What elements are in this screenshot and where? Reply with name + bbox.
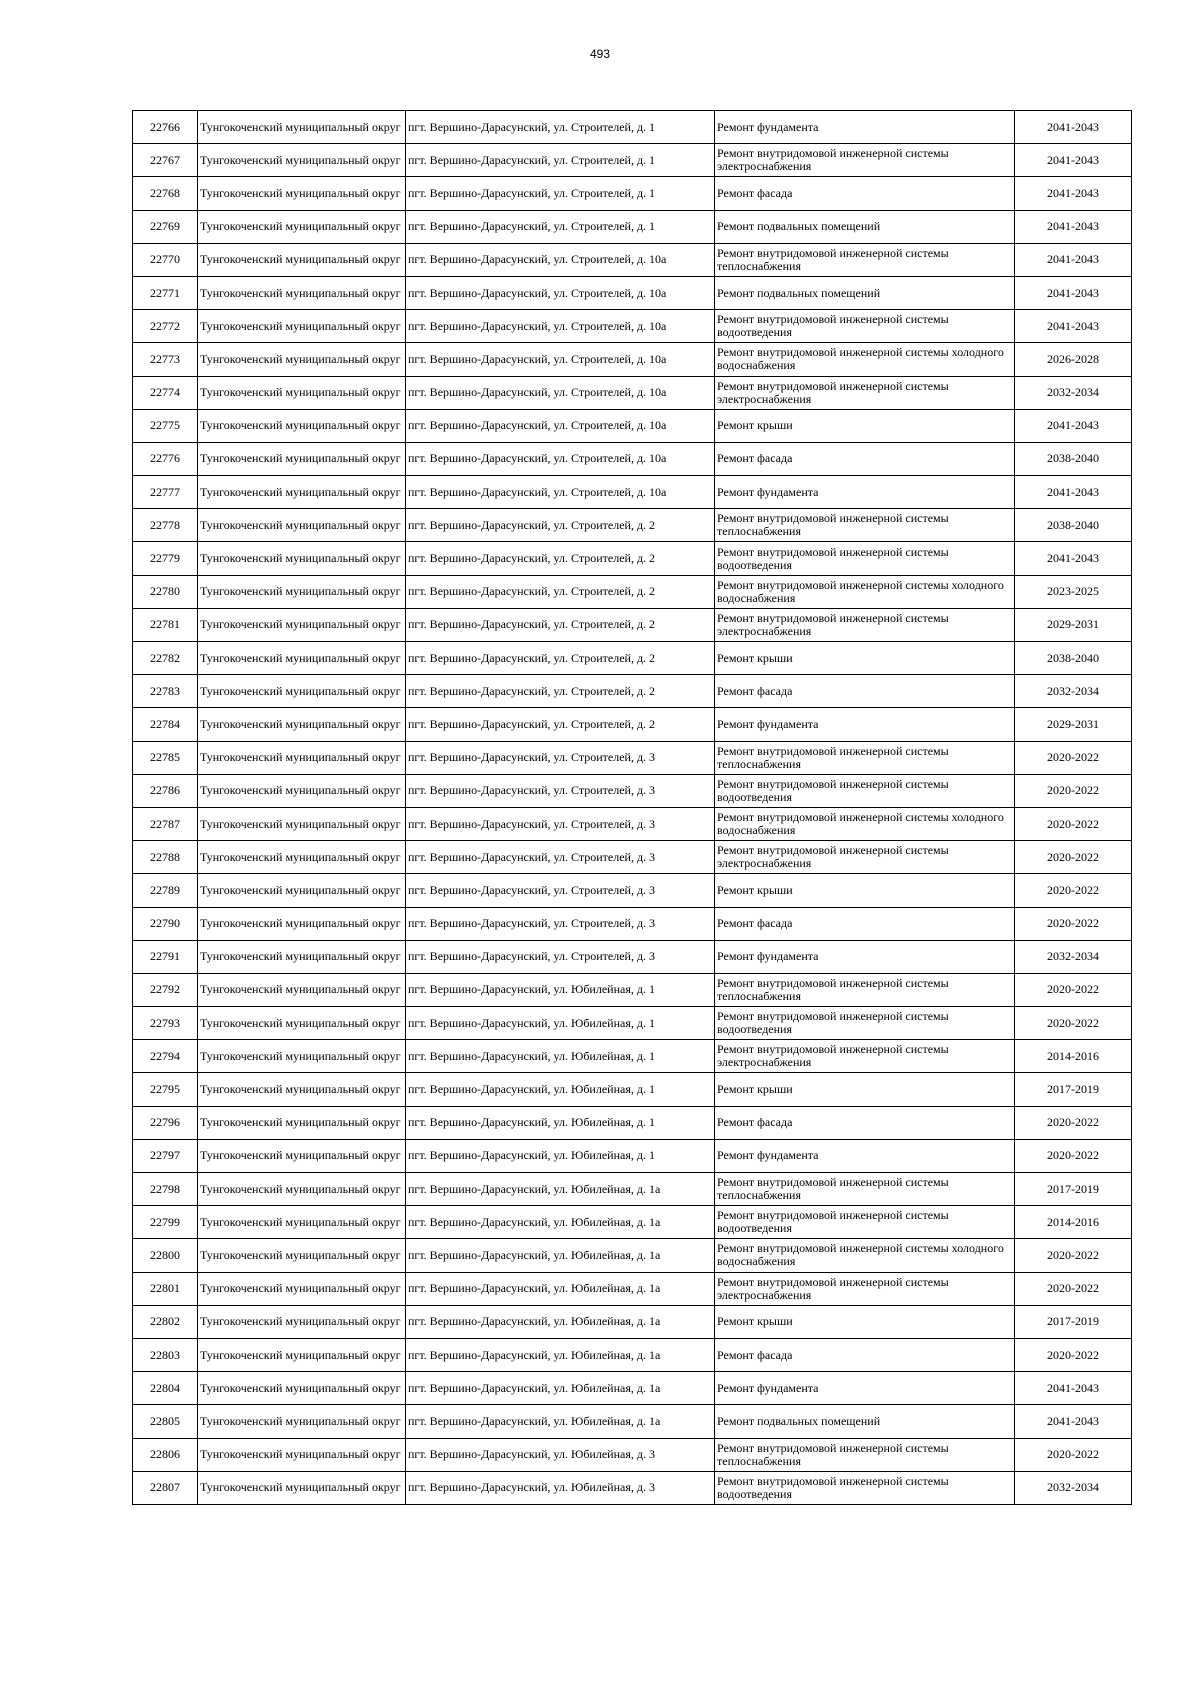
row-number-cell: 22784 — [133, 708, 198, 741]
address-cell: пгт. Вершино-Дарасунский, ул. Строителей, д. 10а — [406, 276, 715, 309]
municipality-cell: Тунгокоченский муниципальный округ — [198, 741, 406, 774]
table-row — [133, 708, 1132, 741]
row-number-cell: 22781 — [133, 608, 198, 641]
municipality-cell: Тунгокоченский муниципальный округ — [198, 442, 406, 475]
work-type-cell: Ремонт внутридомовой инженерной системы холодного водоснабжения — [715, 575, 1015, 608]
repair-schedule-table — [132, 110, 1132, 1505]
address-cell: пгт. Вершино-Дарасунский, ул. Юбилейная, д. 1а — [406, 1338, 715, 1371]
row-number-cell: 22789 — [133, 874, 198, 907]
table-row — [133, 1272, 1132, 1305]
work-type-cell: Ремонт фасада — [715, 1106, 1015, 1139]
period-cell: 2017-2019 — [1015, 1173, 1132, 1206]
address-cell: пгт. Вершино-Дарасунский, ул. Юбилейная, д. 3 — [406, 1471, 715, 1504]
row-number-cell: 22803 — [133, 1338, 198, 1371]
period-cell: 2032-2034 — [1015, 940, 1132, 973]
row-number-cell: 22801 — [133, 1272, 198, 1305]
row-number-cell: 22770 — [133, 243, 198, 276]
period-cell: 2020-2022 — [1015, 774, 1132, 807]
table-row — [133, 144, 1132, 177]
table-body — [133, 111, 1132, 1505]
municipality-cell: Тунгокоченский муниципальный округ — [198, 1173, 406, 1206]
address-cell: пгт. Вершино-Дарасунский, ул. Строителей, д. 10а — [406, 442, 715, 475]
row-number-cell: 22767 — [133, 144, 198, 177]
table-row — [133, 442, 1132, 475]
work-type-cell: Ремонт внутридомовой инженерной системы водоотведения — [715, 774, 1015, 807]
period-cell: 2041-2043 — [1015, 476, 1132, 509]
municipality-cell: Тунгокоченский муниципальный округ — [198, 874, 406, 907]
address-cell: пгт. Вершино-Дарасунский, ул. Строителей, д. 3 — [406, 807, 715, 840]
period-cell: 2020-2022 — [1015, 874, 1132, 907]
period-cell: 2020-2022 — [1015, 1272, 1132, 1305]
work-type-cell: Ремонт внутридомовой инженерной системы теплоснабжения — [715, 1173, 1015, 1206]
table-row — [133, 774, 1132, 807]
table-row — [133, 1405, 1132, 1438]
table-row — [133, 1073, 1132, 1106]
work-type-cell: Ремонт внутридомовой инженерной системы водоотведения — [715, 542, 1015, 575]
municipality-cell: Тунгокоченский муниципальный округ — [198, 177, 406, 210]
work-type-cell: Ремонт внутридомовой инженерной системы теплоснабжения — [715, 509, 1015, 542]
municipality-cell: Тунгокоченский муниципальный округ — [198, 144, 406, 177]
table-row — [133, 243, 1132, 276]
address-cell: пгт. Вершино-Дарасунский, ул. Строителей, д. 10а — [406, 476, 715, 509]
row-number-cell: 22778 — [133, 509, 198, 542]
municipality-cell: Тунгокоченский муниципальный округ — [198, 1471, 406, 1504]
work-type-cell: Ремонт внутридомовой инженерной системы электроснабжения — [715, 144, 1015, 177]
address-cell: пгт. Вершино-Дарасунский, ул. Юбилейная, д. 1а — [406, 1372, 715, 1405]
municipality-cell: Тунгокоченский муниципальный округ — [198, 575, 406, 608]
table-row — [133, 1471, 1132, 1504]
address-cell: пгт. Вершино-Дарасунский, ул. Юбилейная, д. 1 — [406, 1007, 715, 1040]
table-row — [133, 741, 1132, 774]
work-type-cell: Ремонт фасада — [715, 442, 1015, 475]
municipality-cell: Тунгокоченский муниципальный округ — [198, 542, 406, 575]
period-cell: 2041-2043 — [1015, 1405, 1132, 1438]
work-type-cell: Ремонт внутридомовой инженерной системы теплоснабжения — [715, 973, 1015, 1006]
row-number-cell: 22793 — [133, 1007, 198, 1040]
municipality-cell: Тунгокоченский муниципальный округ — [198, 243, 406, 276]
address-cell: пгт. Вершино-Дарасунский, ул. Строителей, д. 10а — [406, 310, 715, 343]
municipality-cell: Тунгокоченский муниципальный округ — [198, 675, 406, 708]
period-cell: 2020-2022 — [1015, 807, 1132, 840]
table-row — [133, 608, 1132, 641]
work-type-cell: Ремонт внутридомовой инженерной системы холодного водоснабжения — [715, 343, 1015, 376]
table-row — [133, 276, 1132, 309]
table-row — [133, 807, 1132, 840]
row-number-cell: 22771 — [133, 276, 198, 309]
address-cell: пгт. Вершино-Дарасунский, ул. Юбилейная, д. 1а — [406, 1206, 715, 1239]
address-cell: пгт. Вершино-Дарасунский, ул. Строителей, д. 2 — [406, 608, 715, 641]
address-cell: пгт. Вершино-Дарасунский, ул. Юбилейная, д. 1 — [406, 1106, 715, 1139]
period-cell: 2032-2034 — [1015, 675, 1132, 708]
municipality-cell: Тунгокоченский муниципальный округ — [198, 1106, 406, 1139]
table-row — [133, 476, 1132, 509]
work-type-cell: Ремонт фасада — [715, 177, 1015, 210]
address-cell: пгт. Вершино-Дарасунский, ул. Строителей, д. 1 — [406, 210, 715, 243]
address-cell: пгт. Вершино-Дарасунский, ул. Юбилейная, д. 1а — [406, 1305, 715, 1338]
row-number-cell: 22769 — [133, 210, 198, 243]
row-number-cell: 22775 — [133, 409, 198, 442]
row-number-cell: 22807 — [133, 1471, 198, 1504]
work-type-cell: Ремонт фундамента — [715, 1372, 1015, 1405]
table-row — [133, 1206, 1132, 1239]
period-cell: 2023-2025 — [1015, 575, 1132, 608]
table-row — [133, 973, 1132, 1006]
row-number-cell: 22772 — [133, 310, 198, 343]
period-cell: 2041-2043 — [1015, 210, 1132, 243]
work-type-cell: Ремонт фундамента — [715, 708, 1015, 741]
row-number-cell: 22766 — [133, 111, 198, 144]
period-cell: 2020-2022 — [1015, 1139, 1132, 1172]
work-type-cell: Ремонт внутридомовой инженерной системы электроснабжения — [715, 1040, 1015, 1073]
work-type-cell: Ремонт крыши — [715, 409, 1015, 442]
period-cell: 2020-2022 — [1015, 741, 1132, 774]
work-type-cell: Ремонт подвальных помещений — [715, 276, 1015, 309]
row-number-cell: 22802 — [133, 1305, 198, 1338]
table-row — [133, 907, 1132, 940]
period-cell: 2041-2043 — [1015, 310, 1132, 343]
row-number-cell: 22777 — [133, 476, 198, 509]
work-type-cell: Ремонт фундамента — [715, 940, 1015, 973]
address-cell: пгт. Вершино-Дарасунский, ул. Строителей, д. 2 — [406, 708, 715, 741]
address-cell: пгт. Вершино-Дарасунский, ул. Строителей, д. 3 — [406, 741, 715, 774]
work-type-cell: Ремонт внутридомовой инженерной системы электроснабжения — [715, 608, 1015, 641]
address-cell: пгт. Вершино-Дарасунский, ул. Строителей, д. 2 — [406, 675, 715, 708]
period-cell: 2032-2034 — [1015, 376, 1132, 409]
period-cell: 2041-2043 — [1015, 177, 1132, 210]
table-row — [133, 1139, 1132, 1172]
address-cell: пгт. Вершино-Дарасунский, ул. Строителей, д. 1 — [406, 144, 715, 177]
row-number-cell: 22787 — [133, 807, 198, 840]
address-cell: пгт. Вершино-Дарасунский, ул. Юбилейная, д. 1а — [406, 1239, 715, 1272]
period-cell: 2041-2043 — [1015, 542, 1132, 575]
address-cell: пгт. Вершино-Дарасунский, ул. Строителей, д. 2 — [406, 509, 715, 542]
address-cell: пгт. Вершино-Дарасунский, ул. Юбилейная, д. 1а — [406, 1272, 715, 1305]
row-number-cell: 22794 — [133, 1040, 198, 1073]
table-row — [133, 1007, 1132, 1040]
address-cell: пгт. Вершино-Дарасунский, ул. Строителей, д. 2 — [406, 542, 715, 575]
address-cell: пгт. Вершино-Дарасунский, ул. Строителей, д. 2 — [406, 575, 715, 608]
table-row — [133, 841, 1132, 874]
period-cell: 2020-2022 — [1015, 973, 1132, 1006]
table-row — [133, 575, 1132, 608]
row-number-cell: 22768 — [133, 177, 198, 210]
work-type-cell: Ремонт фундамента — [715, 111, 1015, 144]
work-type-cell: Ремонт внутридомовой инженерной системы холодного водоснабжения — [715, 807, 1015, 840]
period-cell: 2038-2040 — [1015, 509, 1132, 542]
period-cell: 2020-2022 — [1015, 1106, 1132, 1139]
table-row — [133, 1173, 1132, 1206]
address-cell: пгт. Вершино-Дарасунский, ул. Строителей, д. 3 — [406, 940, 715, 973]
table-row — [133, 642, 1132, 675]
page-number: 493 — [589, 47, 611, 61]
address-cell: пгт. Вершино-Дарасунский, ул. Юбилейная, д. 3 — [406, 1438, 715, 1471]
row-number-cell: 22790 — [133, 907, 198, 940]
period-cell: 2032-2034 — [1015, 1471, 1132, 1504]
period-cell: 2041-2043 — [1015, 144, 1132, 177]
row-number-cell: 22783 — [133, 675, 198, 708]
address-cell: пгт. Вершино-Дарасунский, ул. Строителей, д. 3 — [406, 874, 715, 907]
table-row — [133, 509, 1132, 542]
row-number-cell: 22791 — [133, 940, 198, 973]
table-row — [133, 940, 1132, 973]
period-cell: 2020-2022 — [1015, 1239, 1132, 1272]
row-number-cell: 22799 — [133, 1206, 198, 1239]
work-type-cell: Ремонт крыши — [715, 642, 1015, 675]
municipality-cell: Тунгокоченский муниципальный округ — [198, 608, 406, 641]
municipality-cell: Тунгокоченский муниципальный округ — [198, 1007, 406, 1040]
municipality-cell: Тунгокоченский муниципальный округ — [198, 1405, 406, 1438]
address-cell: пгт. Вершино-Дарасунский, ул. Строителей, д. 3 — [406, 841, 715, 874]
row-number-cell: 22786 — [133, 774, 198, 807]
period-cell: 2020-2022 — [1015, 1438, 1132, 1471]
period-cell: 2017-2019 — [1015, 1073, 1132, 1106]
table-row — [133, 1338, 1132, 1371]
work-type-cell: Ремонт внутридомовой инженерной системы теплоснабжения — [715, 1438, 1015, 1471]
work-type-cell: Ремонт внутридомовой инженерной системы водоотведения — [715, 1007, 1015, 1040]
table-row — [133, 542, 1132, 575]
period-cell: 2014-2016 — [1015, 1206, 1132, 1239]
municipality-cell: Тунгокоченский муниципальный округ — [198, 1438, 406, 1471]
row-number-cell: 22776 — [133, 442, 198, 475]
address-cell: пгт. Вершино-Дарасунский, ул. Юбилейная, д. 1 — [406, 973, 715, 1006]
period-cell: 2041-2043 — [1015, 276, 1132, 309]
municipality-cell: Тунгокоченский муниципальный округ — [198, 509, 406, 542]
municipality-cell: Тунгокоченский муниципальный округ — [198, 1372, 406, 1405]
work-type-cell: Ремонт крыши — [715, 874, 1015, 907]
period-cell: 2020-2022 — [1015, 907, 1132, 940]
table-row — [133, 1106, 1132, 1139]
period-cell: 2017-2019 — [1015, 1305, 1132, 1338]
address-cell: пгт. Вершино-Дарасунский, ул. Юбилейная, д. 1 — [406, 1139, 715, 1172]
period-cell: 2029-2031 — [1015, 708, 1132, 741]
address-cell: пгт. Вершино-Дарасунский, ул. Строителей, д. 2 — [406, 642, 715, 675]
municipality-cell: Тунгокоченский муниципальный округ — [198, 1272, 406, 1305]
work-type-cell: Ремонт внутридомовой инженерной системы теплоснабжения — [715, 243, 1015, 276]
municipality-cell: Тунгокоченский муниципальный округ — [198, 642, 406, 675]
work-type-cell: Ремонт внутридомовой инженерной системы теплоснабжения — [715, 741, 1015, 774]
address-cell: пгт. Вершино-Дарасунский, ул. Строителей, д. 10а — [406, 376, 715, 409]
table-row — [133, 1239, 1132, 1272]
work-type-cell: Ремонт внутридомовой инженерной системы холодного водоснабжения — [715, 1239, 1015, 1272]
work-type-cell: Ремонт крыши — [715, 1305, 1015, 1338]
row-number-cell: 22779 — [133, 542, 198, 575]
municipality-cell: Тунгокоченский муниципальный округ — [198, 841, 406, 874]
work-type-cell: Ремонт крыши — [715, 1073, 1015, 1106]
row-number-cell: 22798 — [133, 1173, 198, 1206]
table-row — [133, 1372, 1132, 1405]
period-cell: 2014-2016 — [1015, 1040, 1132, 1073]
municipality-cell: Тунгокоченский муниципальный округ — [198, 111, 406, 144]
table-row — [133, 1305, 1132, 1338]
period-cell: 2041-2043 — [1015, 409, 1132, 442]
row-number-cell: 22792 — [133, 973, 198, 1006]
period-cell: 2020-2022 — [1015, 1338, 1132, 1371]
municipality-cell: Тунгокоченский муниципальный округ — [198, 409, 406, 442]
row-number-cell: 22796 — [133, 1106, 198, 1139]
work-type-cell: Ремонт внутридомовой инженерной системы электроснабжения — [715, 841, 1015, 874]
address-cell: пгт. Вершино-Дарасунский, ул. Строителей, д. 3 — [406, 774, 715, 807]
address-cell: пгт. Вершино-Дарасунский, ул. Строителей, д. 10а — [406, 409, 715, 442]
work-type-cell: Ремонт внутридомовой инженерной системы водоотведения — [715, 1206, 1015, 1239]
row-number-cell: 22795 — [133, 1073, 198, 1106]
period-cell: 2041-2043 — [1015, 243, 1132, 276]
row-number-cell: 22805 — [133, 1405, 198, 1438]
table-row — [133, 310, 1132, 343]
period-cell: 2020-2022 — [1015, 841, 1132, 874]
work-type-cell: Ремонт фасада — [715, 907, 1015, 940]
period-cell: 2041-2043 — [1015, 1372, 1132, 1405]
address-cell: пгт. Вершино-Дарасунский, ул. Строителей, д. 1 — [406, 111, 715, 144]
period-cell: 2041-2043 — [1015, 111, 1132, 144]
municipality-cell: Тунгокоченский муниципальный округ — [198, 807, 406, 840]
address-cell: пгт. Вершино-Дарасунский, ул. Юбилейная, д. 1 — [406, 1073, 715, 1106]
work-type-cell: Ремонт внутридомовой инженерной системы водоотведения — [715, 1471, 1015, 1504]
municipality-cell: Тунгокоченский муниципальный округ — [198, 708, 406, 741]
work-type-cell: Ремонт внутридомовой инженерной системы водоотведения — [715, 310, 1015, 343]
address-cell: пгт. Вершино-Дарасунский, ул. Юбилейная, д. 1а — [406, 1173, 715, 1206]
municipality-cell: Тунгокоченский муниципальный округ — [198, 376, 406, 409]
municipality-cell: Тунгокоченский муниципальный округ — [198, 276, 406, 309]
row-number-cell: 22773 — [133, 343, 198, 376]
row-number-cell: 22806 — [133, 1438, 198, 1471]
municipality-cell: Тунгокоченский муниципальный округ — [198, 1239, 406, 1272]
row-number-cell: 22800 — [133, 1239, 198, 1272]
row-number-cell: 22788 — [133, 841, 198, 874]
table-row — [133, 1040, 1132, 1073]
municipality-cell: Тунгокоченский муниципальный округ — [198, 940, 406, 973]
work-type-cell: Ремонт внутридомовой инженерной системы электроснабжения — [715, 1272, 1015, 1305]
table-row — [133, 111, 1132, 144]
period-cell: 2029-2031 — [1015, 608, 1132, 641]
work-type-cell: Ремонт фасада — [715, 675, 1015, 708]
address-cell: пгт. Вершино-Дарасунский, ул. Строителей, д. 10а — [406, 343, 715, 376]
municipality-cell: Тунгокоченский муниципальный округ — [198, 343, 406, 376]
table-row — [133, 675, 1132, 708]
work-type-cell: Ремонт фасада — [715, 1338, 1015, 1371]
address-cell: пгт. Вершино-Дарасунский, ул. Юбилейная, д. 1а — [406, 1405, 715, 1438]
municipality-cell: Тунгокоченский муниципальный округ — [198, 310, 406, 343]
period-cell: 2038-2040 — [1015, 442, 1132, 475]
municipality-cell: Тунгокоченский муниципальный округ — [198, 210, 406, 243]
municipality-cell: Тунгокоченский муниципальный округ — [198, 774, 406, 807]
municipality-cell: Тунгокоченский муниципальный округ — [198, 1073, 406, 1106]
row-number-cell: 22797 — [133, 1139, 198, 1172]
municipality-cell: Тунгокоченский муниципальный округ — [198, 1338, 406, 1371]
row-number-cell: 22782 — [133, 642, 198, 675]
row-number-cell: 22785 — [133, 741, 198, 774]
row-number-cell: 22804 — [133, 1372, 198, 1405]
municipality-cell: Тунгокоченский муниципальный округ — [198, 476, 406, 509]
work-type-cell: Ремонт фундамента — [715, 476, 1015, 509]
table-row — [133, 177, 1132, 210]
table-row — [133, 1438, 1132, 1471]
address-cell: пгт. Вершино-Дарасунский, ул. Юбилейная, д. 1 — [406, 1040, 715, 1073]
address-cell: пгт. Вершино-Дарасунский, ул. Строителей, д. 10а — [406, 243, 715, 276]
table-row — [133, 409, 1132, 442]
work-type-cell: Ремонт внутридомовой инженерной системы электроснабжения — [715, 376, 1015, 409]
period-cell: 2020-2022 — [1015, 1007, 1132, 1040]
row-number-cell: 22774 — [133, 376, 198, 409]
work-type-cell: Ремонт фундамента — [715, 1139, 1015, 1172]
municipality-cell: Тунгокоченский муниципальный округ — [198, 1040, 406, 1073]
period-cell: 2038-2040 — [1015, 642, 1132, 675]
table-row — [133, 376, 1132, 409]
municipality-cell: Тунгокоченский муниципальный округ — [198, 1139, 406, 1172]
table-row — [133, 874, 1132, 907]
municipality-cell: Тунгокоченский муниципальный округ — [198, 907, 406, 940]
work-type-cell: Ремонт подвальных помещений — [715, 210, 1015, 243]
municipality-cell: Тунгокоченский муниципальный округ — [198, 973, 406, 1006]
table-row — [133, 210, 1132, 243]
work-type-cell: Ремонт подвальных помещений — [715, 1405, 1015, 1438]
address-cell: пгт. Вершино-Дарасунский, ул. Строителей, д. 3 — [406, 907, 715, 940]
row-number-cell: 22780 — [133, 575, 198, 608]
municipality-cell: Тунгокоченский муниципальный округ — [198, 1206, 406, 1239]
table-row — [133, 343, 1132, 376]
municipality-cell: Тунгокоченский муниципальный округ — [198, 1305, 406, 1338]
address-cell: пгт. Вершино-Дарасунский, ул. Строителей, д. 1 — [406, 177, 715, 210]
period-cell: 2026-2028 — [1015, 343, 1132, 376]
